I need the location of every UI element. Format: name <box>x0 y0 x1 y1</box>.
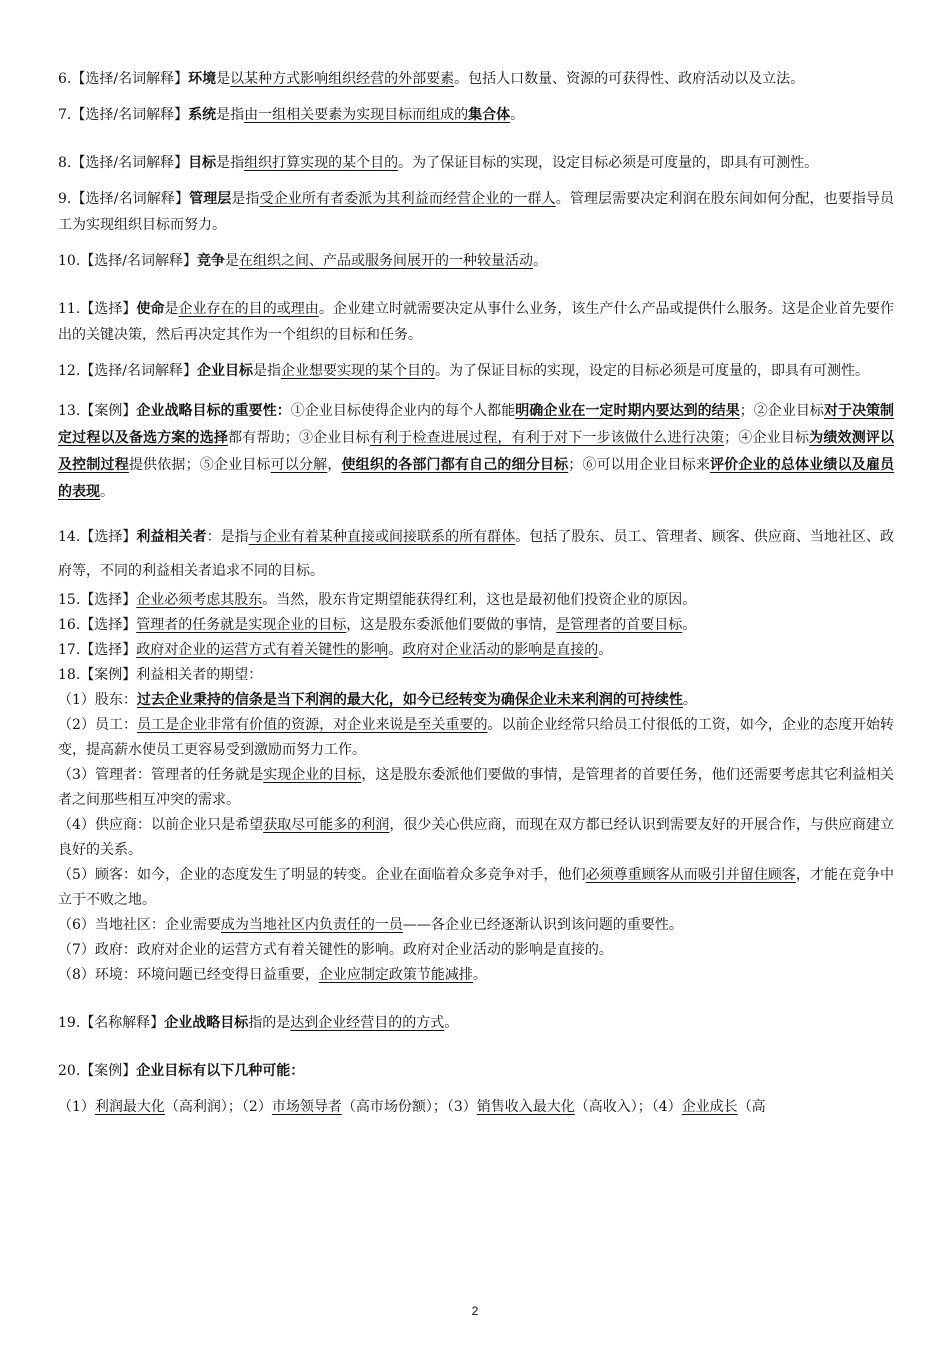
item-18: 18.【案例】利益相关者的期望： <box>58 667 263 683</box>
page-number: 2 <box>471 1304 479 1318</box>
item-20: 20.【案例】企业目标有以下几种可能： <box>58 1063 305 1079</box>
item-12: 12.【选择/名词解释】企业目标是指企业想要实现的某个目的。为了保证目标的实现，设定的目标必须是可度量的，即具有可测性。 <box>58 363 869 379</box>
expectation-shareholders: （1）股东：过去企业秉持的信条是当下利润的最大化，如今已经转变为确保企业未来利润的可持续性。 <box>58 692 697 708</box>
document-page <box>58 66 894 1120</box>
item-7: 7.【选择/名词解释】系统是指由一组相关要素为实现目标而组成的集合体。 <box>58 107 525 123</box>
item-9: 9.【选择/名词解释】管理层是指受企业所有者委派为其利益而经营企业的一群人。管理层需要决定利润在股东间如何分配，也要指导员工为实现组织目标而努力。 <box>58 191 895 233</box>
item-14: 14.【选择】利益相关者：是指与企业有着某种直接或间接联系的所有群体。包括了股东、员工、管理者、顾客、供应商、当地社区、政府等，不同的利益相关者追求不同的目标。 <box>58 529 895 579</box>
item-20-goals: （1）利润最大化（高利润）；（2）市场领导者（高市场份额）；（3）销售收入最大化（高收入）；（4）企业成长（高 <box>58 1099 766 1115</box>
item-13: 13.【案例】企业战略目标的重要性：①企业目标使得企业内的每个人都能明确企业在一定时期内要达到的结果；②企业目标对于决策制定过程以及备选方案的选择都有帮助；③企业目标有利于检查进展过程，有利于对下一步该做什么进行决策；④企业目标为绩效测评以及控制过程提供依据；⑤企业目标可以分解，使组织的各部门都有自己的细分目标；⑥可以用企业目标来评价企业的总体业绩以及雇员的表现。 <box>58 403 895 500</box>
item-11: 11.【选择】使命是企业存在的目的或理由。企业建立时就需要决定从事什么业务，该生产什么产品或提供什么服务。这是企业首先要作出的关键决策，然后再决定其作为一个组织的目标和任务。 <box>58 301 895 343</box>
expectation-managers: （3）管理者：管理者的任务就是实现企业的目标，这是股东委派他们要做的事情，是管理者的首要任务，他们还需要考虑其它利益相关者之间那些相互冲突的需求。 <box>58 767 895 808</box>
expectation-community: （6）当地社区：企业需要成为当地社区内负责任的一员——各企业已经逐渐认识到该问题的重要性。 <box>58 917 683 933</box>
item-19: 19.【名称解释】企业战略目标指的是达到企业经营目的的方式。 <box>58 1015 459 1031</box>
expectation-government: （7）政府：政府对企业的运营方式有着关键性的影响。政府对企业活动的影响是直接的。 <box>58 942 613 958</box>
expectation-environment: （8）环境：环境问题已经变得日益重要，企业应制定政策节能减排。 <box>58 967 487 983</box>
expectation-customers: （5）顾客：如今，企业的态度发生了明显的转变。企业在面临着众多竞争对手，他们必须尊重顾客从而吸引并留住顾客，才能在竞争中立于不败之地。 <box>58 867 895 908</box>
item-15: 15.【选择】企业必须考虑其股东。当然，股东肯定期望能获得红利，这也是最初他们投资企业的原因。 <box>58 592 697 608</box>
item-6: 6.【选择/名词解释】环境是以某种方式影响组织经营的外部要素。包括人口数量、资源的可获得性、政府活动以及立法。 <box>58 71 805 87</box>
item-16: 16.【选择】管理者的任务就是实现企业的目标，这是股东委派他们要做的事情，是管理者的首要目标。 <box>58 617 697 633</box>
expectation-suppliers: （4）供应商：以前企业只是希望获取尽可能多的利润，很少关心供应商，而现在双方都已经认识到需要友好的开展合作，与供应商建立良好的关系。 <box>58 817 895 858</box>
item-8: 8.【选择/名词解释】目标是指组织打算实现的某个目的。为了保证目标的实现，设定目标必须是可度量的，即具有可测性。 <box>58 155 819 171</box>
item-17: 17.【选择】政府对企业的运营方式有着关键性的影响。政府对企业活动的影响是直接的。 <box>58 642 613 658</box>
item-10: 10.【选择/名词解释】竞争是在组织之间、产品或服务间展开的一种较量活动。 <box>58 253 547 269</box>
expectation-employees: （2）员工：员工是企业非常有价值的资源，对企业来说是至关重要的。以前企业经常只给员工付很低的工资，如今，企业的态度开始转变，提高薪水使员工更容易受到激励而努力工作。 <box>58 717 895 758</box>
